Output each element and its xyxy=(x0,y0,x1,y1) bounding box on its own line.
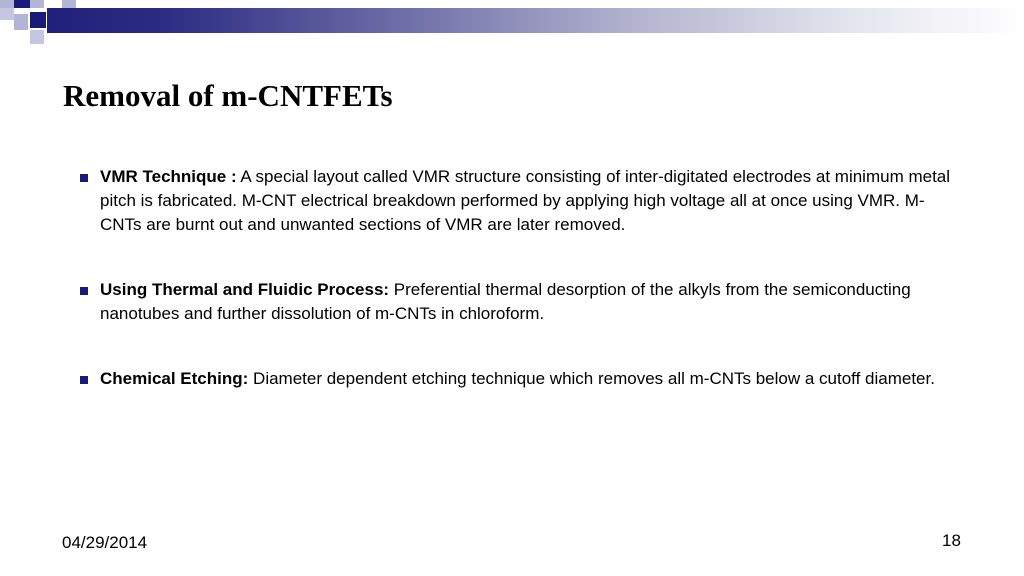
decor-square-lavender xyxy=(30,30,44,44)
slide-title: Removal of m-CNTFETs xyxy=(63,78,393,113)
footer-date: 04/29/2014 xyxy=(62,533,148,552)
decor-square-lavender xyxy=(0,0,14,8)
bullet-text: Diameter dependent etching technique which removes all m-CNTs below a cutoff diameter. xyxy=(248,369,935,388)
bullet-text: A special layout called VMR structure consisting of inter-digitated electrodes at minimum metal pitch is fabricated. M-CNT electrical breakdown performed by applying high voltage all at once using VMR. M-CNTs are burnt out and unwanted sections of VMR are later removed. xyxy=(100,167,951,234)
decor-square-lavender xyxy=(14,14,28,30)
bullet-heading: Chemical Etching: xyxy=(100,369,249,388)
decor-square-navy xyxy=(14,0,30,8)
bullet-heading: VMR Technique : xyxy=(100,167,237,186)
decor-square-lavender xyxy=(0,8,14,20)
bullet-item-thermal-fluidic xyxy=(76,278,956,326)
bullet-item-chemical-etching xyxy=(76,367,956,391)
square-bullet-icon xyxy=(80,174,88,182)
header-gradient-band xyxy=(47,8,1024,33)
page-number: 18 xyxy=(942,531,961,550)
square-bullet-icon xyxy=(80,376,88,384)
bullet-heading: Using Thermal and Fluidic Process: xyxy=(100,280,390,299)
bullet-item-vmr xyxy=(76,165,956,237)
bullet-text: Preferential thermal desorption of the alkyls from the semiconducting nanotubes and further dissolution of m-CNTs in chloroform. xyxy=(100,280,911,323)
decor-square-navy xyxy=(30,12,46,28)
decor-square-lavender xyxy=(62,0,76,8)
bullet-list xyxy=(76,165,956,391)
square-bullet-icon xyxy=(80,287,88,295)
decor-square-lavender xyxy=(30,0,44,8)
